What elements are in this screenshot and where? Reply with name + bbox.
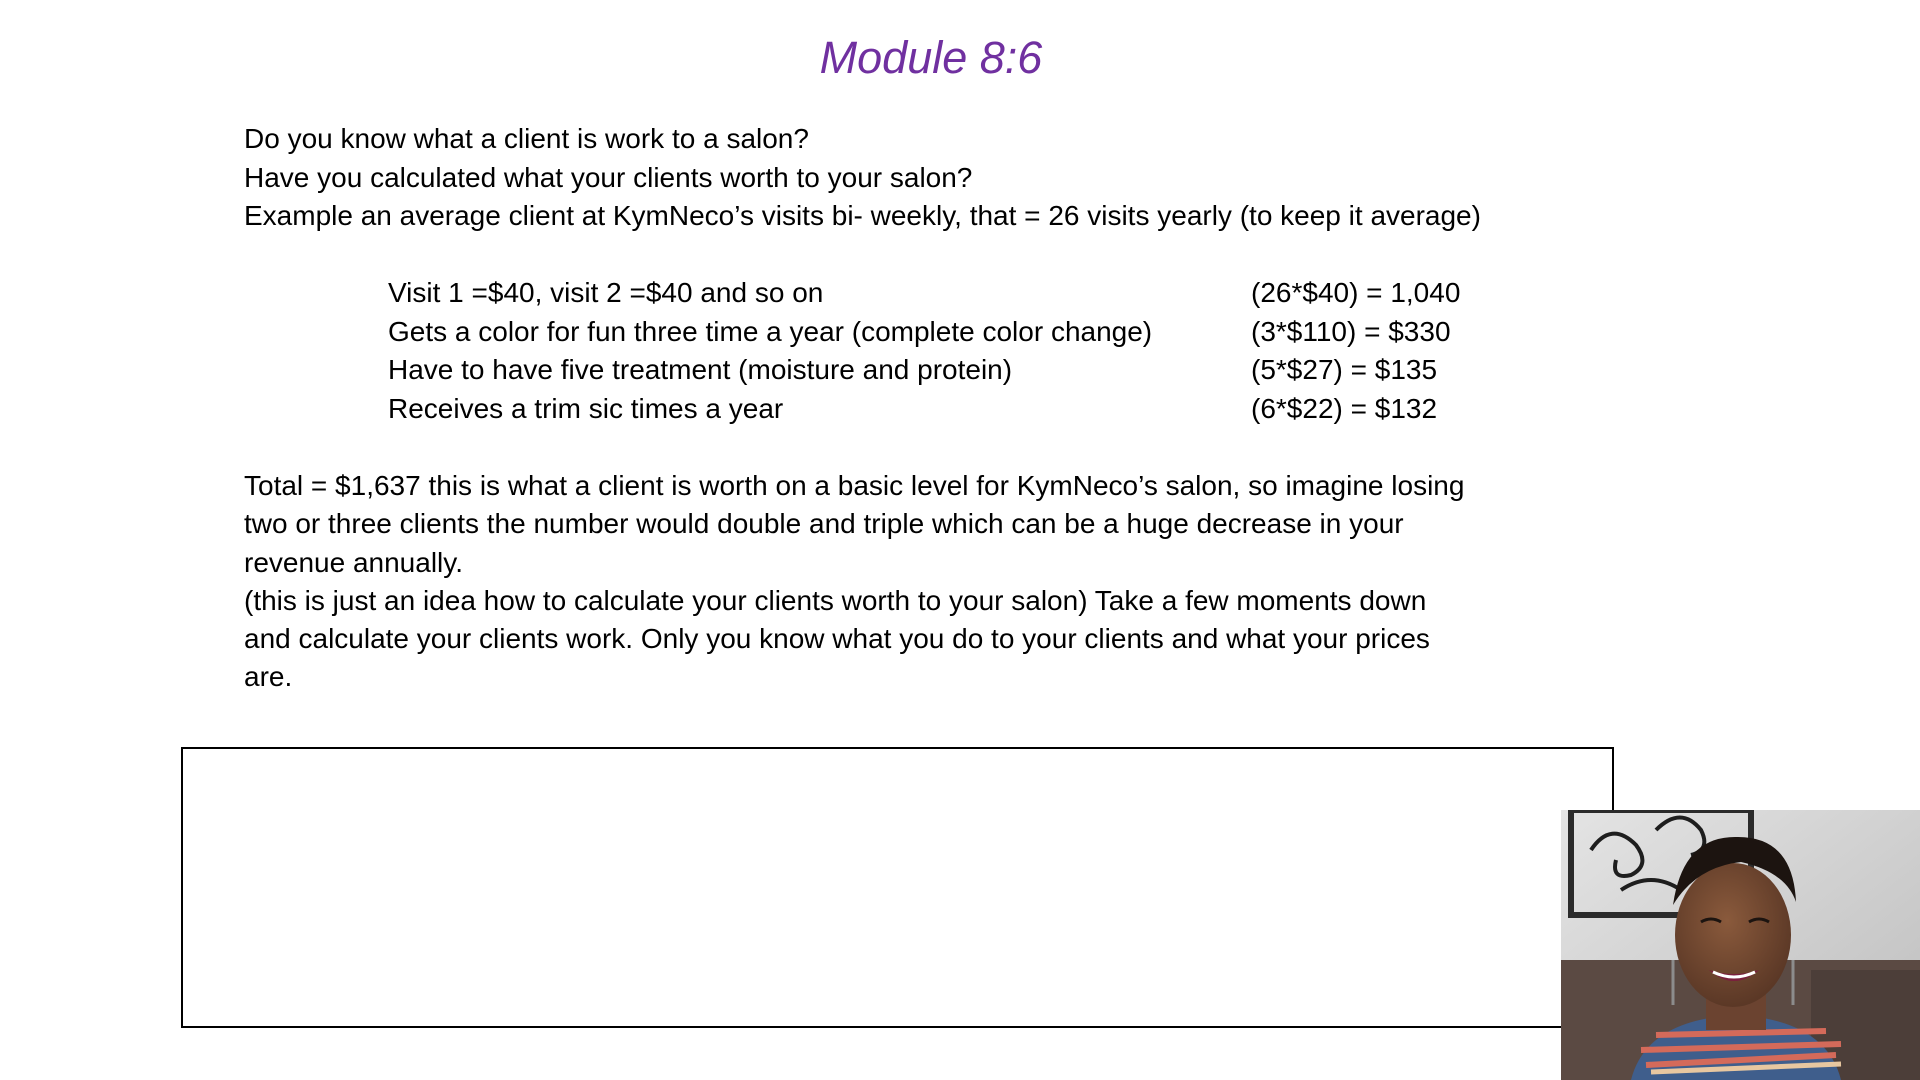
calculation-amount: (5*$27) = $135 xyxy=(1251,354,1438,385)
summary-line: are. xyxy=(244,661,293,693)
webcam-video xyxy=(1561,810,1920,1080)
intro-line: Have you calculated what your clients worth to your salon? xyxy=(244,161,973,193)
summary-text xyxy=(244,467,1544,697)
calculation-description: Have to have five treatment (moisture and protein) xyxy=(388,354,1013,385)
summary-line: and calculate your clients work. Only you know what you do to your clients and what your prices xyxy=(244,623,1430,655)
intro-line: Example an average client at KymNeco’s visits bi- weekly, that = 26 visits yearly (to keep it average) xyxy=(244,200,1481,231)
presenter-image xyxy=(1561,810,1920,1080)
intro-line: Do you know what a client is work to a salon? xyxy=(244,123,809,154)
calculation-amount: (26*$40) = 1,040 xyxy=(1251,277,1461,308)
answer-box[interactable] xyxy=(181,747,1614,1028)
summary-line: revenue annually. xyxy=(244,546,463,578)
intro-text xyxy=(244,120,1481,236)
summary-line: Total = $1,637 this is what a client is worth on a basic level for KymNeco’s salon, so imagine losing xyxy=(244,470,1465,501)
slide-title: Module 8:6 xyxy=(819,32,1043,83)
summary-line: (this is just an idea how to calculate your clients worth to your salon) Take a few moments down xyxy=(244,584,1427,616)
calculation-description: Visit 1 =$40, visit 2 =$40 and so on xyxy=(388,277,824,308)
calculation-amount: (6*$22) = $132 xyxy=(1251,392,1438,424)
calculation-amount: (3*$110) = $330 xyxy=(1251,315,1451,347)
calculation-description: Receives a trim sic times a year xyxy=(388,392,784,424)
calculation-description: Gets a color for fun three time a year (complete color change) xyxy=(388,315,1153,347)
summary-line: two or three clients the number would double and triple which can be a huge decrease in your xyxy=(244,508,1404,540)
